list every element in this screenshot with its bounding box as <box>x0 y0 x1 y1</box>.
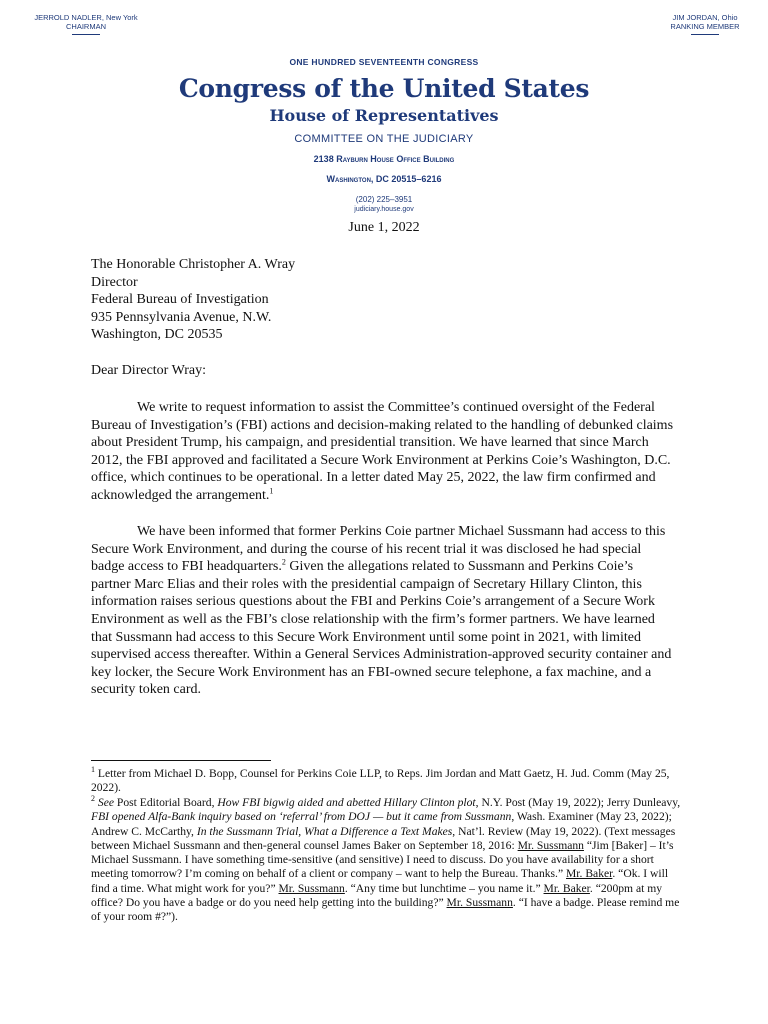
paragraph-2 <box>91 523 674 699</box>
speaker-sussmann-1: Mr. Sussmann <box>517 838 584 852</box>
footnote-2-text-d: , Nat’l. Review (May 19, 2022). (Text messages between Michael Sussmann and then-general counsel James Baker on September 18, 2016: <box>91 824 676 852</box>
footnote-2-text-b: , N.Y. Post (May 19, 2022); Jerry Dunleavy, <box>475 796 681 809</box>
chairman-rule <box>72 34 100 35</box>
paragraph-1 <box>91 399 674 505</box>
congress-title: Congress of the United States <box>178 74 590 103</box>
addressee-street: 935 Pennsylvania Avenue, N.W. <box>91 309 272 325</box>
ranking-member-title: RANKING MEMBER <box>670 22 740 31</box>
footnote-2-text-f: . “Ok. I will find a time. What might work for you?” <box>91 867 669 895</box>
chairman-name: JERROLD NADLER, New York <box>34 13 138 22</box>
website: judiciary.house.gov <box>354 206 414 213</box>
addressee-agency: Federal Bureau of Investigation <box>91 292 269 308</box>
chairman-title: CHAIRMAN <box>65 22 106 31</box>
footnote-2-text-c: , Wash. Examiner (May 23, 2022); Andrew C. McCarthy, <box>91 810 672 838</box>
addressee-name: The Honorable Christopher A. Wray <box>91 257 296 272</box>
office-city: Washington, DC 20515–6216 <box>326 174 442 184</box>
citation-title-2: FBI opened Alfa-Bank inquiry based on ‘referral’ from DOJ — but it came from Sussmann <box>91 810 512 824</box>
citation-title-3: In the Sussmann Trial, What a Difference a Text Makes <box>196 824 453 838</box>
footnote-2-text-h: . “200pm at my office? Do you have a badge or do you need help getting into the building?” <box>91 881 663 910</box>
ranking-member-name: JIM JORDAN, Ohio <box>672 13 738 22</box>
footnote-1-text: Letter from Michael D. Bopp, Counsel for Perkins Coie LLP, to Reps. Jim Jordan and Matt Gaetz, H. Jud. Comm (May 25, 2022). <box>91 767 670 795</box>
congress-number: ONE HUNDRED SEVENTEENTH CONGRESS <box>289 57 479 67</box>
speaker-baker-1: Mr. Baker <box>566 867 613 881</box>
addressee-block <box>91 256 491 344</box>
speaker-sussmann-2: Mr. Sussmann <box>278 881 345 895</box>
footnote-ref-2: 2 <box>281 557 286 567</box>
office-address: 2138 Rayburn House Office Building <box>313 154 455 164</box>
paragraph-2-text-b: Given the allegations related to Sussmann and Perkins Coie’s partner Marc Elias and their roles with the presidential campaign of Secretary Hillary Clinton, this information raises serious questions about the FBI and Perkins Coie’s arrangement of a Secure Work Environment as well as the FBI’s close relationship with the firm’s former partners. We have learned that Sussmann had access to this Secure Work Environment until some point in 2021, with limited supervised access thereafter. Within a General Services Administration-approved security container and key locker, the Secure Work Environment has an FBI-owned secure telephone, a fax machine, and a security token card. <box>91 559 672 698</box>
paragraph-2-text-a: We have been informed that former Perkins Coie partner Michael Sussmann had access to this Secure Work Environment, and during the course of his recent trial it was disclosed he had special badge access to FBI headquarters. <box>91 524 666 575</box>
footnote-separator <box>91 760 271 761</box>
citation-title-1: How FBI bigwig aided and abetted Hillary Clinton plot <box>217 796 476 809</box>
footnote-2 <box>91 796 681 925</box>
footnote-2-mark: 2 <box>91 794 95 804</box>
footnote-1-mark: 1 <box>91 765 95 775</box>
footnote-1 <box>91 767 681 796</box>
footnote-ref-1: 1 <box>269 486 274 496</box>
letter-date: June 1, 2022 <box>348 220 420 235</box>
speaker-sussmann-3: Mr. Sussmann <box>446 896 513 910</box>
ranking-member-block <box>650 13 760 35</box>
chairman-block <box>26 13 146 35</box>
footnote-2-text-e: “Jim [Baker] – It’s Michael Sussmann. I have something time-sensitive (and sensitive) I need to discuss. Do you have availability for a short meeting tomorrow? I’m coming on behalf of a client or company – want to help the Bureau. Thanks.” <box>91 838 674 881</box>
ranking-member-rule <box>691 34 719 35</box>
footnote-2-text-g: . “Any time but lunchtime – you name it.” <box>344 881 544 895</box>
footnote-2-see: See <box>95 796 114 809</box>
paragraph-1-text: We write to request information to assist the Committee’s continued oversight of the Federal Bureau of Investigation’s (FBI) actions and decision-making related to the handling of debunked claims about President Trump, his campaign, and presidential transition. We have learned that since March 2012, the FBI approved and facilitated a Secure Work Environment at Perkins Coie’s Washington, D.C. office, which continues to be operational. In a letter dated May 25, 2022, the law firm confirmed and acknowledged the arrangement. <box>91 400 674 503</box>
house-title: House of Representatives <box>269 106 499 125</box>
addressee-title: Director <box>91 274 138 290</box>
addressee-city: Washington, DC 20535 <box>91 327 223 343</box>
footnote-2-text-a: Post Editorial Board, <box>114 796 218 809</box>
committee-name: COMMITTEE ON THE JUDICIARY <box>294 133 474 145</box>
footnote-2-text-i: . “I have a badge. Please remind me of your room #?”). <box>91 896 680 924</box>
salutation: Dear Director Wray: <box>91 363 207 378</box>
office-phone: (202) 225–3951 <box>355 195 413 204</box>
speaker-baker-2: Mr. Baker <box>543 881 590 895</box>
